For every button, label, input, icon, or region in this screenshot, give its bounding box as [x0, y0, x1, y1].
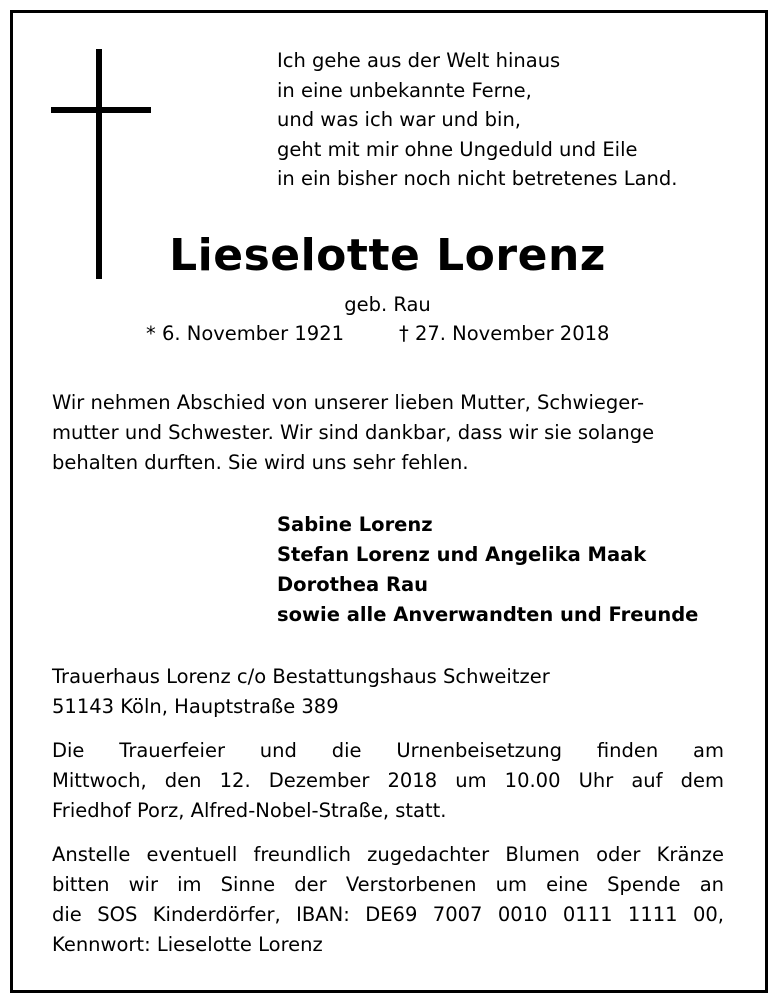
deceased-name: Lieselotte Lorenz: [169, 230, 606, 281]
poem-line: in ein bisher noch nicht betretenes Land.: [277, 167, 678, 190]
donation-line: die SOS Kinderdörfer, IBAN: DE69 7007 0010 0111 1111 00,: [52, 903, 724, 926]
signer: Sabine Lorenz: [277, 513, 433, 536]
poem: [277, 46, 747, 194]
farewell-line: mutter und Schwester. Wir sind dankbar, dass wir sie solange: [52, 421, 655, 444]
donation-line: Anstelle eventuell freundlich zugedachter Blumen oder Kränze: [52, 843, 724, 866]
mourning-address: [52, 662, 724, 722]
ceremony-line: Mittwoch, den 12. Dezember 2018 um 10.00 Uhr auf dem: [52, 769, 724, 792]
birth-date: * 6. November 1921: [146, 322, 345, 345]
born-name: geb. Rau: [344, 293, 431, 316]
signer: Stefan Lorenz und Angelika Maak: [277, 543, 647, 566]
ceremony-text: [52, 736, 724, 826]
farewell-text: [52, 388, 724, 478]
farewell-line: behalten durften. Sie wird uns sehr fehlen.: [52, 451, 469, 474]
ceremony-line: Die Trauerfeier und die Urnenbeisetzung finden am: [52, 739, 724, 762]
signer: Dorothea Rau: [277, 573, 429, 596]
donation-text: [52, 840, 724, 960]
address-line: 51143 Köln, Hauptstraße 389: [52, 695, 339, 718]
farewell-line: Wir nehmen Abschied von unserer lieben Mutter, Schwieger-: [52, 391, 645, 414]
donation-line: bitten wir im Sinne der Verstorbenen um eine Spende an: [52, 873, 724, 896]
ceremony-line: Friedhof Porz, Alfred-Nobel-Straße, statt.: [52, 799, 447, 822]
donation-line: Kennwort: Lieselotte Lorenz: [52, 933, 323, 956]
address-line: Trauerhaus Lorenz c/o Bestattungshaus Schweitzer: [52, 665, 550, 688]
signer: sowie alle Anverwandten und Freunde: [277, 603, 699, 626]
death-date: † 27. November 2018: [399, 322, 610, 345]
signers: [277, 510, 698, 630]
poem-line: geht mit mir ohne Ungeduld und Eile: [277, 137, 638, 161]
poem-line: Ich gehe aus der Welt hinaus: [277, 49, 561, 72]
poem-line: und was ich war und bin,: [277, 108, 522, 131]
poem-line: in eine unbekannte Ferne,: [277, 78, 532, 102]
